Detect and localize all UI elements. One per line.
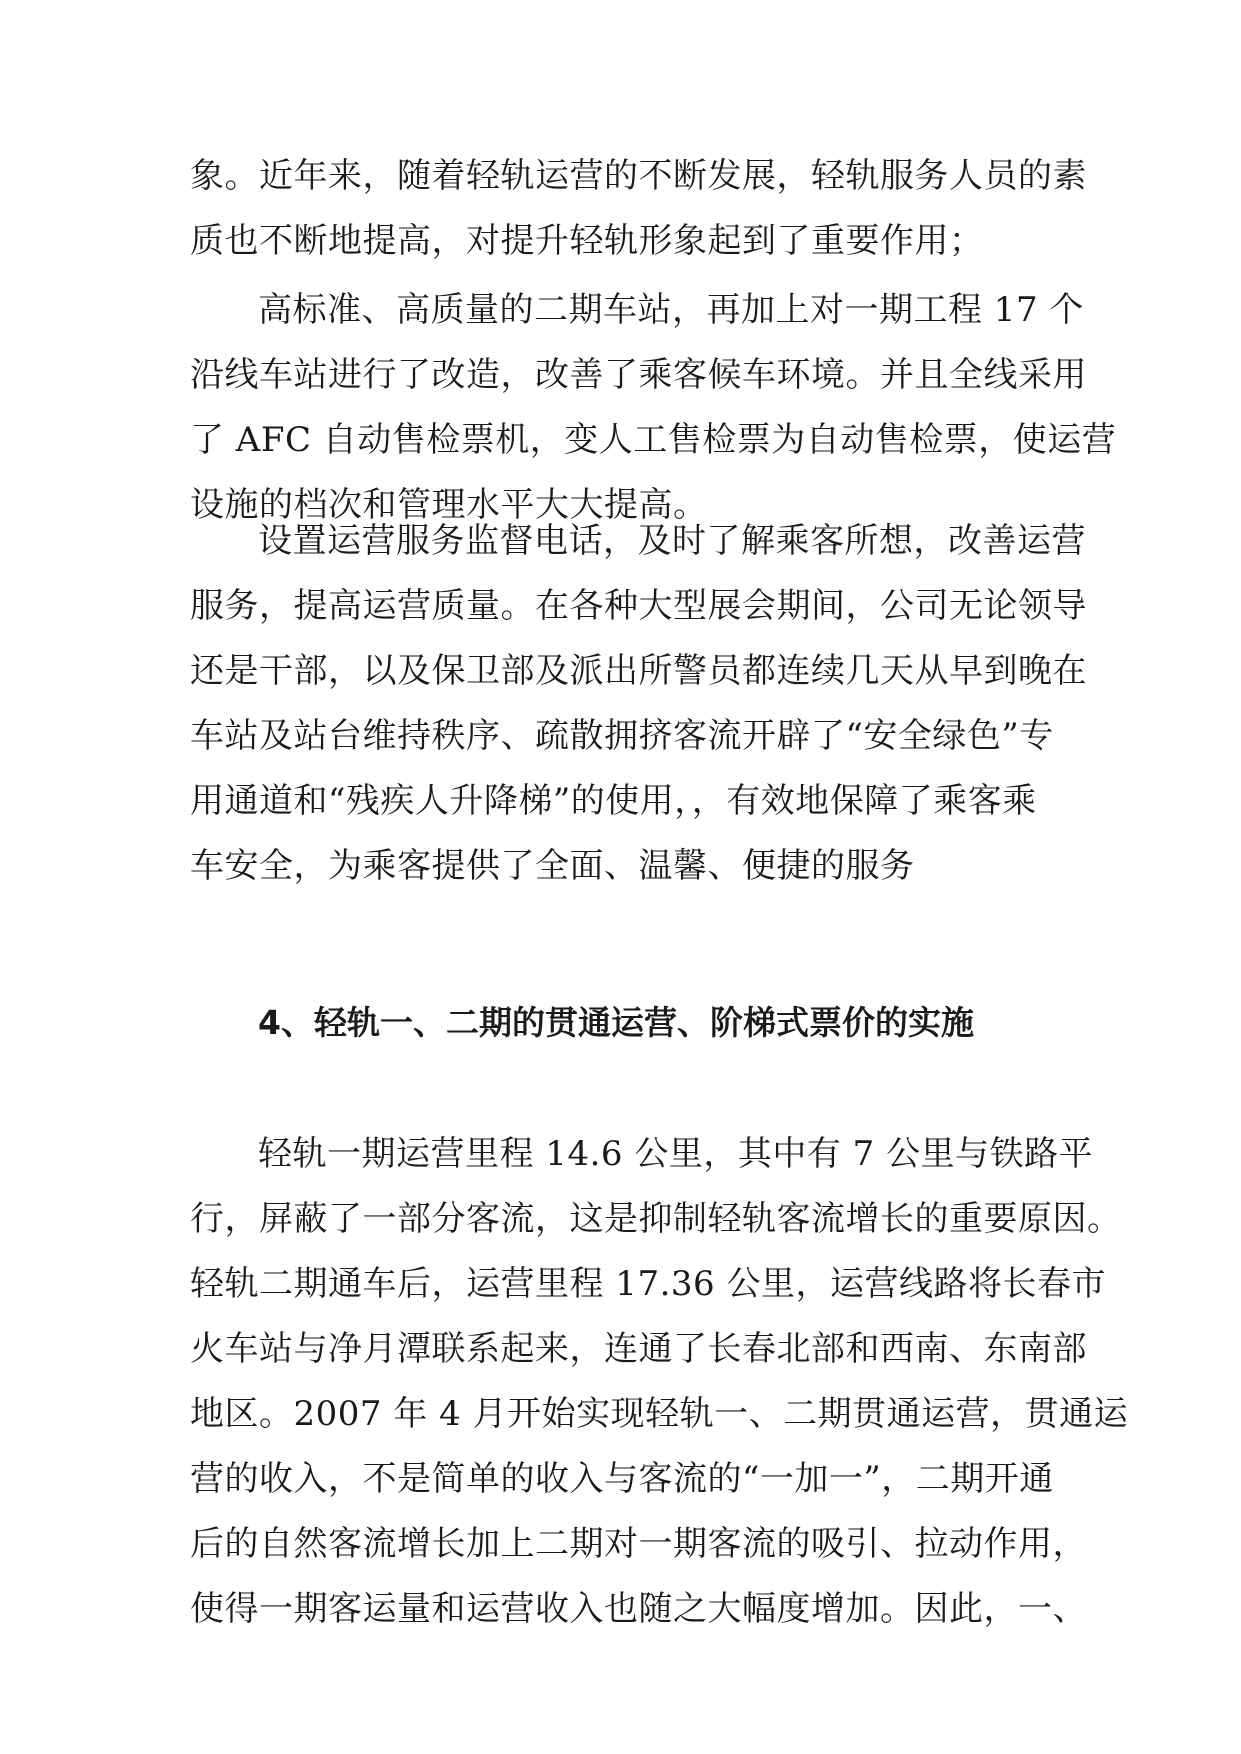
paragraph-line: 后的自然客流增长加上二期对一期客流的吸引、拉动作用， [190,1524,1087,1564]
paragraph-line: 营的收入，不是简单的收入与客流的“一加一”，二期开通 [190,1459,1054,1499]
paragraph-line: 车站及站台维持秩序、疏散拥挤客流开辟了“安全绿色”专 [190,716,1054,756]
paragraph-line: 高标准、高质量的二期车站，再加上对一期工程 17 个 [258,290,1084,330]
paragraph-line: 质也不断地提高，对提升轻轨形象起到了重要作用； [190,221,984,261]
paragraph-line: 还是干部，以及保卫部及派出所警员都连续几天从早到晚在 [190,651,1087,691]
paragraph-line: 设置运营服务监督电话，及时了解乘客所想，改善运营 [258,521,1086,561]
paragraph-through-operation [190,1122,1129,1642]
paragraph-line: 轻轨一期运营里程 14.6 公里，其中有 7 公里与铁路平 [258,1134,1094,1174]
paragraph-line: 象。近年来，随着轻轨运营的不断发展，轻轨服务人员的素 [190,156,1087,196]
paragraph-station-upgrade [190,278,1117,538]
section-heading: 4、轻轨一、二期的贯通运营、阶梯式票价的实施 [258,1003,974,1042]
paragraph-line: 用通道和“残疾人升降梯”的使用，，有效地保障了乘客乘 [190,781,1037,821]
paragraph-service-staff [190,144,1087,274]
paragraph-line: 了 AFC 自动售检票机，变人工售检票为自动售检票，使运营 [190,420,1117,460]
paragraph-line: 火车站与净月潭联系起来，连通了长春北部和西南、东南部 [190,1329,1087,1369]
paragraph-line: 地区。2007 年 4 月开始实现轻轨一、二期贯通运营，贯通运 [190,1394,1129,1434]
paragraph-line: 车安全，为乘客提供了全面、温馨、便捷的服务 [190,846,915,886]
paragraph-line: 使得一期客运量和运营收入也随之大幅度增加。因此，一、 [190,1589,1087,1629]
paragraph-service-hotline [190,509,1087,899]
paragraph-line: 行，屏蔽了一部分客流，这是抑制轻轨客流增长的重要原因。 [190,1199,1122,1239]
paragraph-line: 轻轨二期通车后，运营里程 17.36 公里，运营线路将长春市 [190,1264,1106,1304]
paragraph-line: 设施的档次和管理水平大大提高。 [190,485,708,525]
paragraph-line: 沿线车站进行了改造，改善了乘客候车环境。并且全线采用 [190,355,1087,395]
paragraph-line: 服务，提高运营质量。在各种大型展会期间，公司无论领导 [190,586,1087,626]
